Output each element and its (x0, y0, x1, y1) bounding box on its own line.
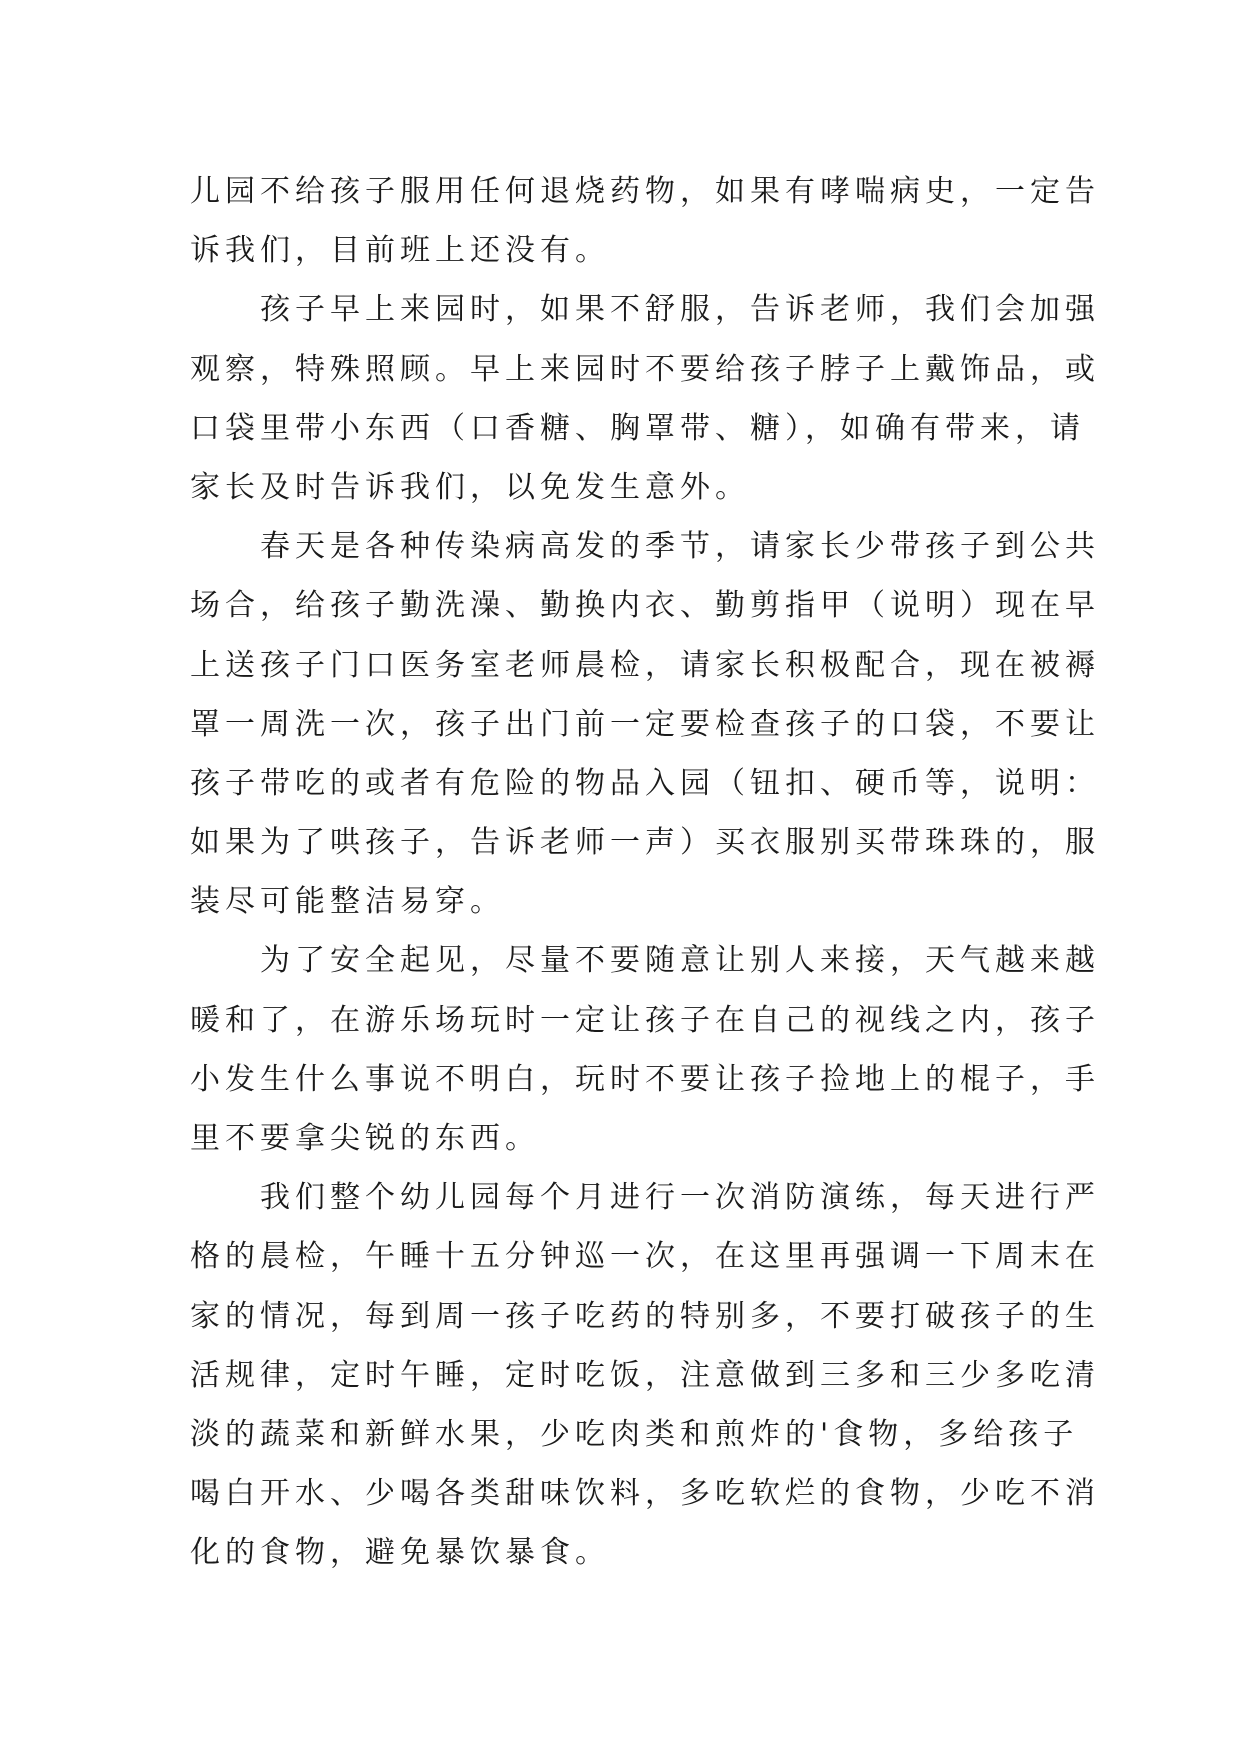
text-line: 上送孩子门口医务室老师晨检，请家长积极配合，现在被褥 (190, 647, 1100, 683)
text-line: 格的晨检，午睡十五分钟巡一次，在这里再强调一下周末在 (190, 1239, 1100, 1275)
paragraph (190, 931, 1100, 1168)
paragraph (190, 162, 1100, 280)
text-line: 小发生什么事说不明白，玩时不要让孩子捡地上的棍子，手 (190, 1061, 1100, 1097)
text-line: 观察，特殊照顾。早上来园时不要给孩子脖子上戴饰品，或 (190, 351, 1100, 387)
paragraph (190, 517, 1100, 931)
text-line: 诉我们，目前班上还没有。 (190, 233, 610, 269)
text-line: 孩子早上来园时，如果不舒服，告诉老师，我们会加强 (260, 292, 1100, 328)
text-line: 喝白开水、少喝各类甜味饮料，多吃软烂的食物，少吃不消 (190, 1476, 1100, 1512)
text-line: 罩一周洗一次，孩子出门前一定要检查孩子的口袋，不要让 (190, 706, 1100, 742)
text-line: 里不要拿尖锐的东西。 (190, 1121, 540, 1156)
paragraph (190, 280, 1100, 517)
text-line: 孩子带吃的或者有危险的物品入园（钮扣、硬币等，说明： (190, 765, 1100, 801)
text-line: 化的食物，避免暴饮暴食。 (190, 1535, 610, 1571)
text-line: 场合，给孩子勤洗澡、勤换内衣、勤剪指甲（说明）现在早 (190, 588, 1100, 624)
text-line: 装尽可能整洁易穿。 (190, 884, 505, 920)
text-line: 活规律，定时午睡，定时吃饭，注意做到三多和三少多吃清 (190, 1357, 1100, 1393)
text-line: 为了安全起见，尽量不要随意让别人来接，天气越来越 (260, 943, 1100, 979)
text-line: 儿园不给孩子服用任何退烧药物，如果有哮喘病史，一定告 (190, 174, 1100, 209)
document-page (190, 162, 1100, 1583)
text-line: 我们整个幼儿园每个月进行一次消防演练，每天进行严 (260, 1180, 1100, 1216)
text-line: 家的情况，每到周一孩子吃药的特别多，不要打破孩子的生 (190, 1298, 1100, 1334)
text-line: 淡的蔬菜和新鲜水果，少吃肉类和煎炸的'食物，多给孩子 (190, 1416, 1079, 1452)
text-line: 口袋里带小东西（口香糖、胸罩带、糖），如确有带来，请 (190, 410, 1085, 446)
paragraph (190, 1168, 1100, 1582)
text-line: 春天是各种传染病高发的季节，请家长少带孩子到公共 (260, 529, 1100, 565)
text-line: 家长及时告诉我们，以免发生意外。 (190, 469, 750, 505)
text-line: 如果为了哄孩子，告诉老师一声）买衣服别买带珠珠的，服 (190, 825, 1100, 861)
text-line: 暖和了，在游乐场玩时一定让孩子在自己的视线之内，孩子 (190, 1002, 1100, 1038)
